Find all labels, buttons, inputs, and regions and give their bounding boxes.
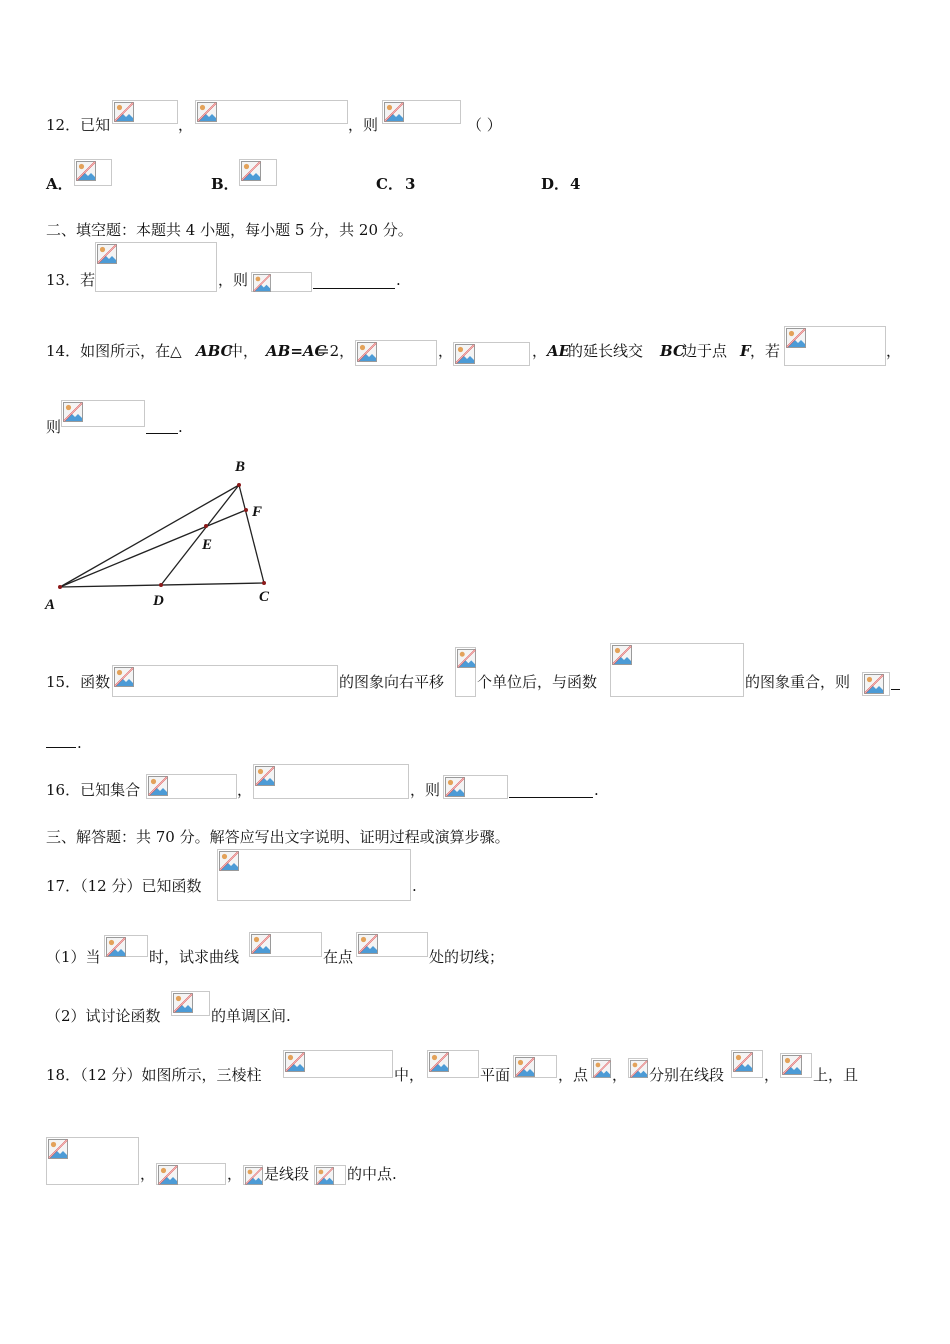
option-d-value: 4: [570, 175, 581, 193]
segment-db: [161, 485, 239, 585]
broken-image-icon: [173, 993, 193, 1013]
option-c-label: C．: [376, 175, 403, 193]
q14-eq2: =2，: [317, 342, 355, 360]
point-f: [244, 508, 248, 512]
broken-image-icon: [63, 402, 83, 422]
formula-image: [171, 991, 210, 1016]
segment-af: [60, 510, 246, 587]
broken-image-icon: [593, 1060, 611, 1078]
broken-image-icon: [515, 1057, 535, 1077]
answer-blank: [509, 797, 593, 798]
formula-image: [355, 340, 437, 366]
formula-image: [455, 647, 476, 697]
option-c-value: 3: [405, 175, 416, 193]
formula-image: [251, 272, 312, 292]
formula-image: [731, 1050, 763, 1078]
broken-image-icon: [316, 1167, 334, 1185]
q14-end: .: [178, 418, 183, 436]
broken-image-icon: [255, 766, 275, 786]
broken-image-icon: [48, 1139, 68, 1159]
q15-text2: 个单位后，与函数: [477, 673, 598, 691]
q14-abac: AB=AC: [266, 342, 327, 360]
q14-ae: AE: [547, 342, 571, 360]
q14-f: F: [740, 342, 751, 360]
q17-prefix: 17．（12 分）已知函数: [46, 877, 202, 895]
section-2-heading: 二、填空题：本题共 4 小题，每小题 5 分，共 20 分。: [46, 221, 413, 239]
broken-image-icon: [158, 1165, 178, 1185]
formula-image: [61, 400, 145, 427]
q18-comma3: ，: [140, 1165, 156, 1183]
formula-image: [156, 1163, 226, 1185]
broken-image-icon: [358, 934, 378, 954]
q16-then: ，则: [410, 781, 441, 799]
q12-paren: （ ）: [467, 116, 502, 134]
broken-image-icon: [251, 934, 271, 954]
q18-comma2: ，: [764, 1066, 780, 1084]
answer-blank: [146, 433, 178, 434]
q18-zhong: 中，: [394, 1066, 425, 1084]
q16-prefix: 16．已知集合: [46, 781, 141, 799]
segment-ab: [60, 485, 239, 587]
answer-blank: [313, 288, 395, 289]
q17-end: .: [412, 877, 417, 895]
formula-image: [283, 1050, 393, 1078]
label-f: F: [252, 504, 263, 520]
q12-comma-then: ，则: [348, 116, 379, 134]
q12-comma: ，: [178, 116, 194, 134]
formula-image: [591, 1058, 611, 1078]
option-b-image: [239, 159, 277, 186]
q15-text1: 的图象向右平移: [339, 673, 445, 691]
q14-text3: ，若: [750, 342, 781, 360]
q18-comma4: ，: [227, 1165, 243, 1183]
section-3-heading: 三、解答题：共 70 分。解答应写出文字说明、证明过程或演算步骤。: [46, 828, 510, 846]
q12-prefix: 12．已知: [46, 116, 111, 134]
q17-part1-d: 处的切线；: [429, 948, 505, 966]
formula-image: [253, 764, 409, 799]
formula-image: [112, 100, 178, 124]
q17-part2-a: （2）试讨论函数: [46, 1007, 161, 1025]
q14-zhong: 中，: [228, 342, 259, 360]
broken-image-icon: [630, 1060, 648, 1078]
formula-image: [780, 1053, 812, 1078]
formula-image: [628, 1058, 648, 1078]
formula-image: [453, 342, 530, 366]
option-d-label: D．: [541, 175, 570, 193]
q17-part1-a: （1）当: [46, 948, 101, 966]
q18-dian: ，点: [558, 1066, 589, 1084]
triangle-figure: [40, 452, 280, 617]
answer-blank: [891, 689, 900, 690]
formula-image: [427, 1050, 479, 1078]
broken-image-icon: [148, 776, 168, 796]
point-b: [237, 483, 241, 487]
q14-prefix: 14．如图所示，在△: [46, 342, 182, 360]
q18-mid: 的中点.: [347, 1165, 397, 1183]
q18-shang: 上，且: [813, 1066, 859, 1084]
broken-image-icon: [114, 667, 134, 687]
formula-image: [217, 849, 411, 901]
option-b-label: B．: [211, 175, 239, 193]
point-a: [58, 585, 62, 589]
formula-image: [249, 932, 322, 957]
broken-image-icon: [245, 1167, 263, 1185]
broken-image-icon: [455, 344, 475, 364]
point-e: [204, 524, 208, 528]
broken-image-icon: [782, 1055, 802, 1075]
broken-image-icon: [241, 161, 261, 181]
broken-image-icon: [197, 102, 217, 122]
formula-image: [95, 242, 217, 292]
label-a: A: [45, 597, 56, 613]
broken-image-icon: [384, 102, 404, 122]
q14-then: 则: [46, 418, 62, 436]
formula-image: [146, 774, 237, 799]
broken-image-icon: [219, 851, 239, 871]
q15-end: .: [77, 734, 82, 752]
q14-comma2: ，: [532, 342, 548, 360]
broken-image-icon: [612, 645, 632, 665]
q16-comma: ，: [237, 781, 253, 799]
segment-bc: [239, 485, 264, 583]
q14-bc: BC: [660, 342, 685, 360]
q18-fenbie: 分别在线段: [649, 1066, 725, 1084]
label-c: C: [259, 589, 270, 605]
q14-abc: ABC: [196, 342, 233, 360]
broken-image-icon: [457, 649, 476, 668]
formula-image: [195, 100, 348, 124]
q13-end: .: [396, 271, 401, 289]
label-b: B: [235, 459, 246, 475]
broken-image-icon: [864, 674, 884, 694]
formula-image: [356, 932, 428, 957]
broken-image-icon: [733, 1052, 753, 1072]
broken-image-icon: [786, 328, 806, 348]
formula-image: [610, 643, 744, 697]
formula-image: [46, 1137, 139, 1185]
formula-image: [862, 672, 890, 696]
option-a-label: A．: [46, 175, 73, 193]
broken-image-icon: [429, 1052, 449, 1072]
q17-part1-c: 在点: [323, 948, 354, 966]
q17-part1-b: 时，试求曲线: [149, 948, 240, 966]
point-c: [262, 581, 266, 585]
formula-image: [314, 1165, 346, 1185]
q15-prefix: 15．函数: [46, 673, 111, 691]
q14-text2: 边于点: [682, 342, 728, 360]
broken-image-icon: [106, 937, 126, 957]
broken-image-icon: [253, 274, 271, 292]
q18-comma: ，: [612, 1066, 628, 1084]
q14-text1: 的延长线交: [568, 342, 644, 360]
formula-image: [443, 775, 508, 799]
q18-plane: 平面: [480, 1066, 511, 1084]
formula-image: [112, 665, 338, 697]
formula-image: [784, 326, 886, 366]
broken-image-icon: [97, 244, 117, 264]
answer-blank-cont: [46, 747, 76, 748]
q18-prefix: 18．（12 分）如图所示，三棱柱: [46, 1066, 262, 1084]
formula-image: [382, 100, 461, 124]
broken-image-icon: [445, 777, 465, 797]
q17-part2-b: 的单调区间.: [211, 1007, 291, 1025]
q18-shi: 是线段: [264, 1165, 310, 1183]
broken-image-icon: [357, 342, 377, 362]
label-d: D: [153, 593, 164, 609]
broken-image-icon: [114, 102, 134, 122]
formula-image: [104, 935, 148, 957]
formula-image: [513, 1055, 557, 1078]
broken-image-icon: [76, 161, 96, 181]
option-a-image: [74, 159, 112, 186]
label-e: E: [202, 537, 213, 553]
broken-image-icon: [285, 1052, 305, 1072]
q14-comma: ，: [438, 342, 454, 360]
q13-then: ，则: [218, 271, 249, 289]
formula-image: [243, 1165, 263, 1185]
q16-end: .: [594, 781, 599, 799]
q15-text3: 的图象重合，则: [745, 673, 851, 691]
point-d: [159, 583, 163, 587]
q14-comma3: ，: [886, 342, 902, 360]
q13-prefix: 13．若: [46, 271, 96, 289]
